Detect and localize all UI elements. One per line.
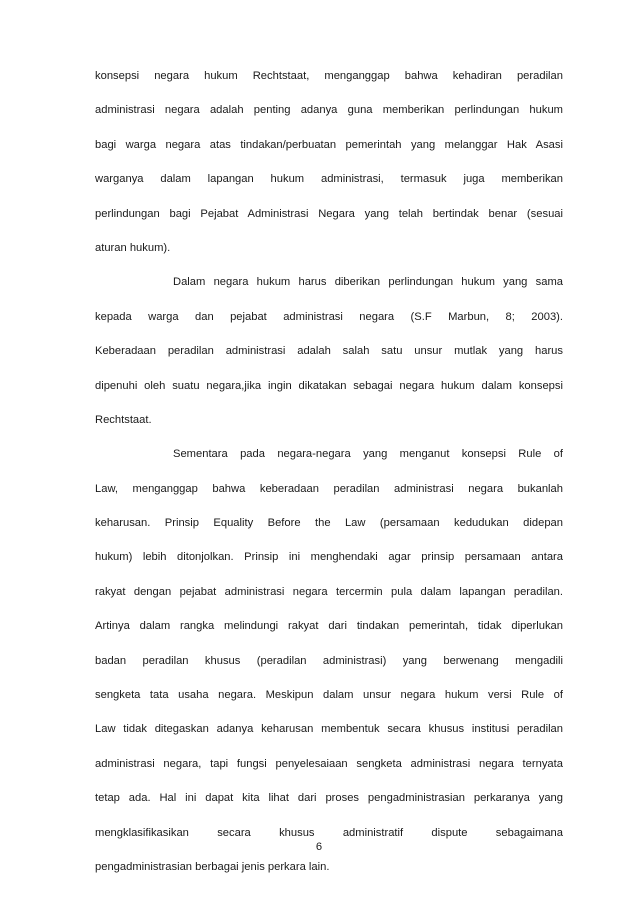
text-line: Law tidak ditegaskan adanya keharusan membentuk secara khusus institusi peradilan	[95, 723, 563, 736]
text-line: Law, menganggap bahwa keberadaan peradilan administrasi negara bukanlah	[95, 482, 563, 495]
text-line: Rechtstaat.	[95, 413, 152, 426]
text-line: badan peradilan khusus (peradilan administrasi) yang berwenang mengadili	[95, 654, 563, 667]
text-line: administrasi negara adalah penting adanya guna memberikan perlindungan hukum	[95, 104, 563, 117]
text-line: tetap ada. Hal ini dapat kita lihat dari proses pengadministrasian perkaranya yang	[95, 792, 563, 805]
paragraph-start-line: Dalam negara hukum harus diberikan perlindungan hukum yang sama	[173, 276, 563, 289]
page-number: 6	[315, 841, 323, 853]
text-line: warganya dalam lapangan hukum administrasi, termasuk juga memberikan	[95, 173, 563, 186]
text-line: administrasi negara, tapi fungsi penyelesaiaan sengketa administrasi negara ternyata	[95, 757, 563, 770]
paragraph-start-line: Sementara pada negara-negara yang menganut konsepsi Rule of	[173, 448, 563, 461]
text-line: Artinya dalam rangka melindungi rakyat dari tindakan pemerintah, tidak diperlukan	[95, 620, 563, 633]
text-line: aturan hukum).	[95, 241, 171, 254]
text-line: keharusan. Prinsip Equality Before the Law (persamaan kedudukan didepan	[95, 517, 563, 530]
text-line: sengketa tata usaha negara. Meskipun dalam unsur negara hukum versi Rule of	[95, 689, 563, 702]
text-line: rakyat dengan pejabat administrasi negara tercermin pula dalam lapangan peradilan.	[95, 585, 563, 598]
text-line: kepada warga dan pejabat administrasi negara (S.F Marbun, 8; 2003).	[95, 310, 563, 323]
text-line: Keberadaan peradilan administrasi adalah salah satu unsur mutlak yang harus	[95, 345, 563, 358]
text-line: perlindungan bagi Pejabat Administrasi Negara yang telah bertindak benar (sesuai	[95, 207, 563, 220]
text-line: bagi warga negara atas tindakan/perbuatan pemerintah yang melanggar Hak Asasi	[95, 138, 563, 151]
text-line: konsepsi negara hukum Rechtstaat, menganggap bahwa kehadiran peradilan	[95, 70, 563, 82]
text-line: hukum) lebih ditonjolkan. Prinsip ini menghendaki agar prinsip persamaan antara	[95, 551, 563, 564]
text-line: dipenuhi oleh suatu negara,jika ingin dikatakan sebagai negara hukum dalam konsepsi	[95, 379, 563, 392]
body-text	[95, 67, 563, 892]
text-line: pengadministrasian berbagai jenis perkara lain.	[95, 860, 330, 873]
text-line: mengklasifikasikan secara khusus administratif dispute sebagaimana	[95, 826, 563, 839]
